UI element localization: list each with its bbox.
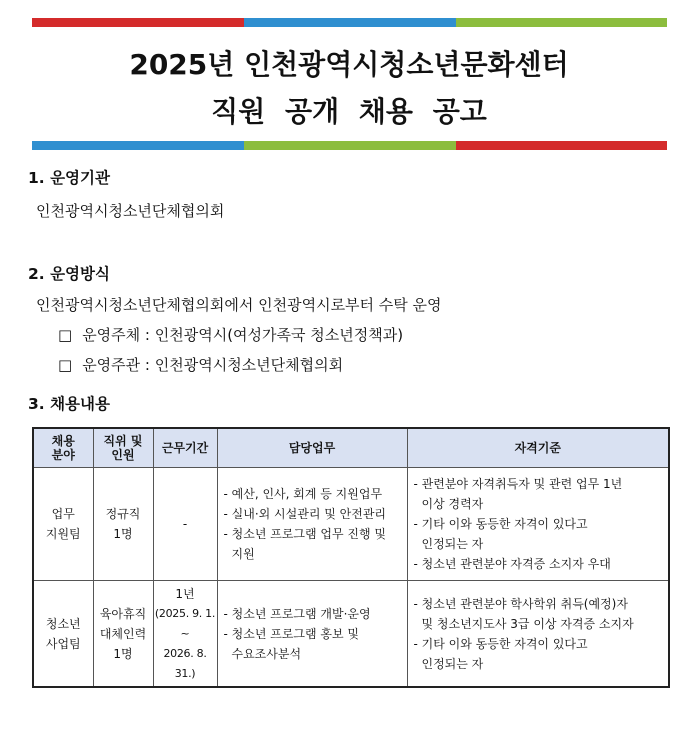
checkbox-square-icon: □: [58, 326, 73, 344]
table-header-row: [33, 428, 669, 468]
page-subtitle: 직원 공개 채용 공고: [211, 95, 487, 128]
cell-field: 업무 지원팀: [33, 468, 93, 581]
cell-field: 청소년 사업팀: [33, 581, 93, 688]
header-qualification: 자격기준: [407, 428, 669, 468]
section-heading-recruitment: 3. 채용내용: [28, 395, 110, 413]
cell-period: 1년 (2025. 9. 1. ~ 2026. 8. 31.): [153, 581, 217, 688]
band-green-segment: [244, 141, 456, 150]
operation-item-1: □ 운영주체 : 인천광역시(여성가족국 청소년정책과): [58, 326, 404, 344]
cell-position: 육아휴직 대체인력 1명: [93, 581, 153, 688]
cell-qualification: - 청소년 관련분야 학사학위 취득(예정)자 및 청소년지도사 3급 이상 자격증 소지자 - 기타 이와 동등한 자격이 있다고 인정되는 자: [407, 581, 669, 688]
band-green-segment: [456, 18, 667, 27]
table-row: [33, 468, 669, 581]
header-period: 근무기간: [153, 428, 217, 468]
header-position: 직위 및 인원: [93, 428, 153, 468]
cell-duties: - 예산, 인사, 회계 등 지원업무 - 실내·외 시설관리 및 안전관리 - 청소년 프로그램 업무 진행 및 지원: [217, 468, 407, 581]
section-heading-operation-method: 2. 운영방식: [28, 265, 110, 283]
header-field: 채용 분야: [33, 428, 93, 468]
page-title: 2025년 인천광역시청소년문화센터: [129, 48, 569, 81]
cell-qualification: - 관련분야 자격취득자 및 관련 업무 1년 이상 경력자 - 기타 이와 동등한 자격이 있다고 인정되는 자 - 청소년 관련분야 자격증 소지자 우대: [407, 468, 669, 581]
header-duties: 담당업무: [217, 428, 407, 468]
operation-method-text: 인천광역시청소년단체협의회에서 인천광역시로부터 수탁 운영: [36, 296, 442, 314]
cell-position: 정규직 1명: [93, 468, 153, 581]
band-blue-segment: [32, 141, 244, 150]
section-heading-operator: 1. 운영기관: [28, 169, 110, 187]
checkbox-square-icon: □: [58, 356, 73, 374]
operator-name: 인천광역시청소년단체협의회: [36, 202, 225, 220]
top-color-band: [32, 18, 667, 27]
band-blue-segment: [244, 18, 456, 27]
recruitment-table: [32, 427, 670, 688]
operation-item-2: □ 운영주관 : 인천광역시청소년단체협의회: [58, 356, 344, 374]
bottom-color-band: [32, 141, 667, 150]
cell-period: -: [153, 468, 217, 581]
cell-duties: - 청소년 프로그램 개발·운영 - 청소년 프로그램 홍보 및 수요조사분석: [217, 581, 407, 688]
band-red-segment: [32, 18, 244, 27]
table-row: [33, 581, 669, 688]
band-red-segment: [456, 141, 667, 150]
